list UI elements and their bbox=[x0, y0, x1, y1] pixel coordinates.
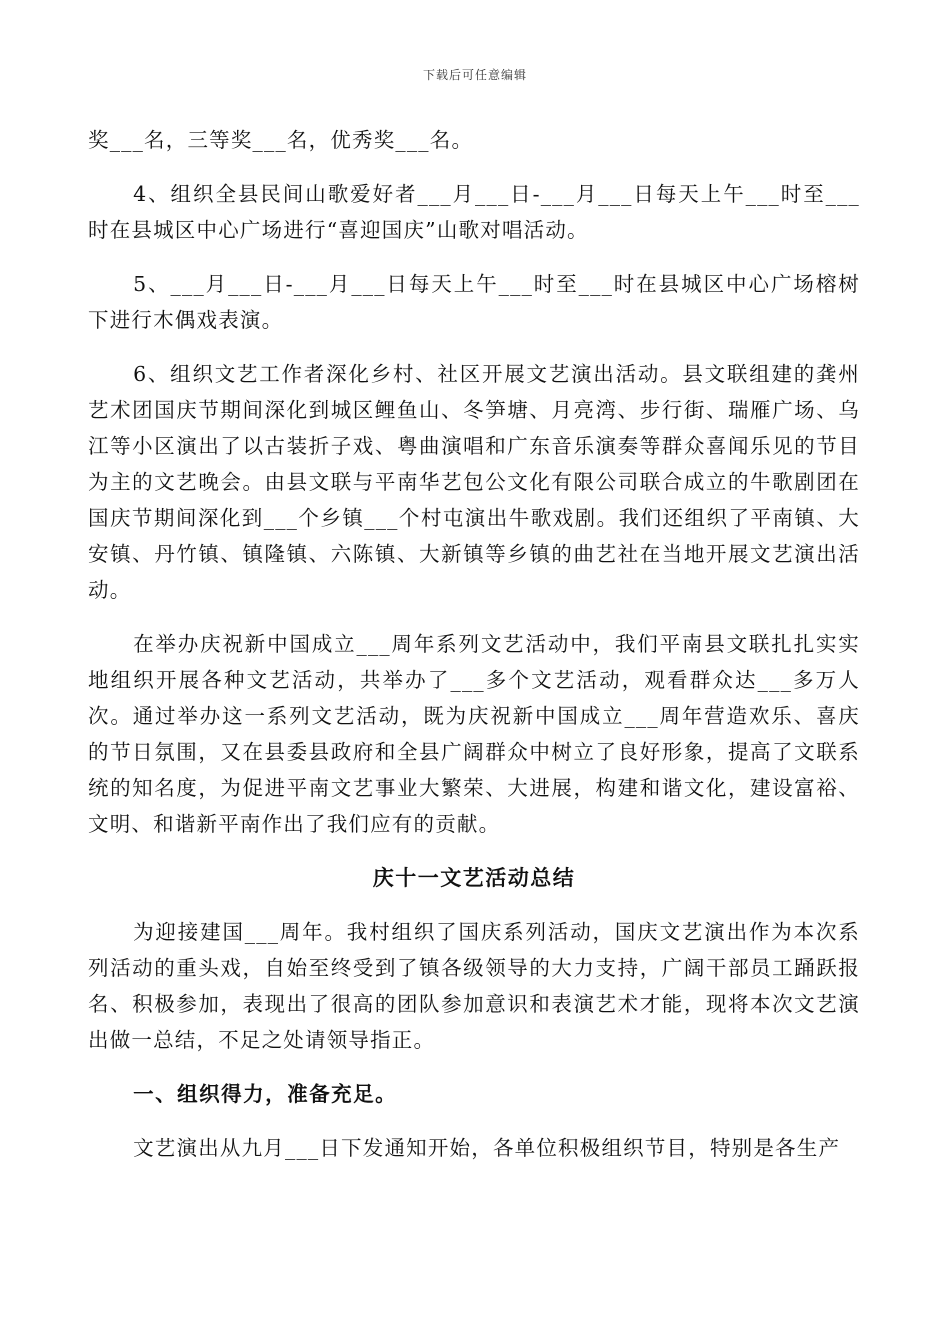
paragraph-awards: 奖___名，三等奖___名，优秀奖___名。 bbox=[88, 128, 474, 152]
paragraph-intro: 为迎接建国___周年。我村组织了国庆系列活动，国庆文艺演出作为本次系列活动的重头戏，自始至终受到了镇各级领导的大力支持，广阔干部员工踊跃报名、积极参加，表现出了很高的团队参加意识和表演艺术才能，现将本次文艺演出做一总结，不足之处请领导指正。 bbox=[88, 920, 860, 1052]
paragraph-organization: 文艺演出从九月___日下发通知开始，各单位积极组织节目，特别是各生产 bbox=[133, 1136, 841, 1160]
paragraph-item-4: 4、组织全县民间山歌爱好者___月___日-___月___日每天上午___时至___时在县城区中心广场进行“喜迎国庆”山歌对唱活动。 bbox=[88, 182, 860, 242]
document-body bbox=[88, 122, 860, 1166]
sub-heading: 一、组织得力，准备充足。 bbox=[133, 1082, 398, 1106]
paragraph-item-5: 5、___月___日-___月___日每天上午___时至___时在县城区中心广场榕树下进行木偶戏表演。 bbox=[88, 272, 860, 332]
page-header-note: 下载后可任意编辑 bbox=[422, 68, 527, 82]
section-title: 庆十一文艺活动总结 bbox=[372, 865, 576, 890]
paragraph-item-6: 6、组织文艺工作者深化乡村、社区开展文艺演出活动。县文联组建的龚州艺术团国庆节期间深化到城区鲤鱼山、冬笋塘、月亮湾、步行街、瑞雁广场、乌江等小区演出了以古装折子戏、粤曲演唱和广东音乐演奏等群众喜闻乐见的节目为主的文艺晚会。由县文联与平南华艺包公文化有限公司联合成立的牛歌剧团在国庆节期间深化到___个乡镇___个村屯演出牛歌戏剧。我们还组织了平南镇、大安镇、丹竹镇、镇隆镇、六陈镇、大新镇等乡镇的曲艺社在当地开展文艺演出活动。 bbox=[88, 362, 860, 602]
paragraph-summary: 在举办庆祝新中国成立___周年系列文艺活动中，我们平南县文联扎扎实实地组织开展各种文艺活动，共举办了___多个文艺活动，观看群众达___多万人次。通过举办这一系列文艺活动，既为庆祝新中国成立___周年营造欢乐、喜庆的节日氛围，又在县委县政府和全县广阔群众中树立了良好形象，提高了文联系统的知名度，为促进平南文艺事业大繁荣、大进展，构建和谐文化，建设富裕、文明、和谐新平南作出了我们应有的贡献。 bbox=[88, 632, 860, 836]
